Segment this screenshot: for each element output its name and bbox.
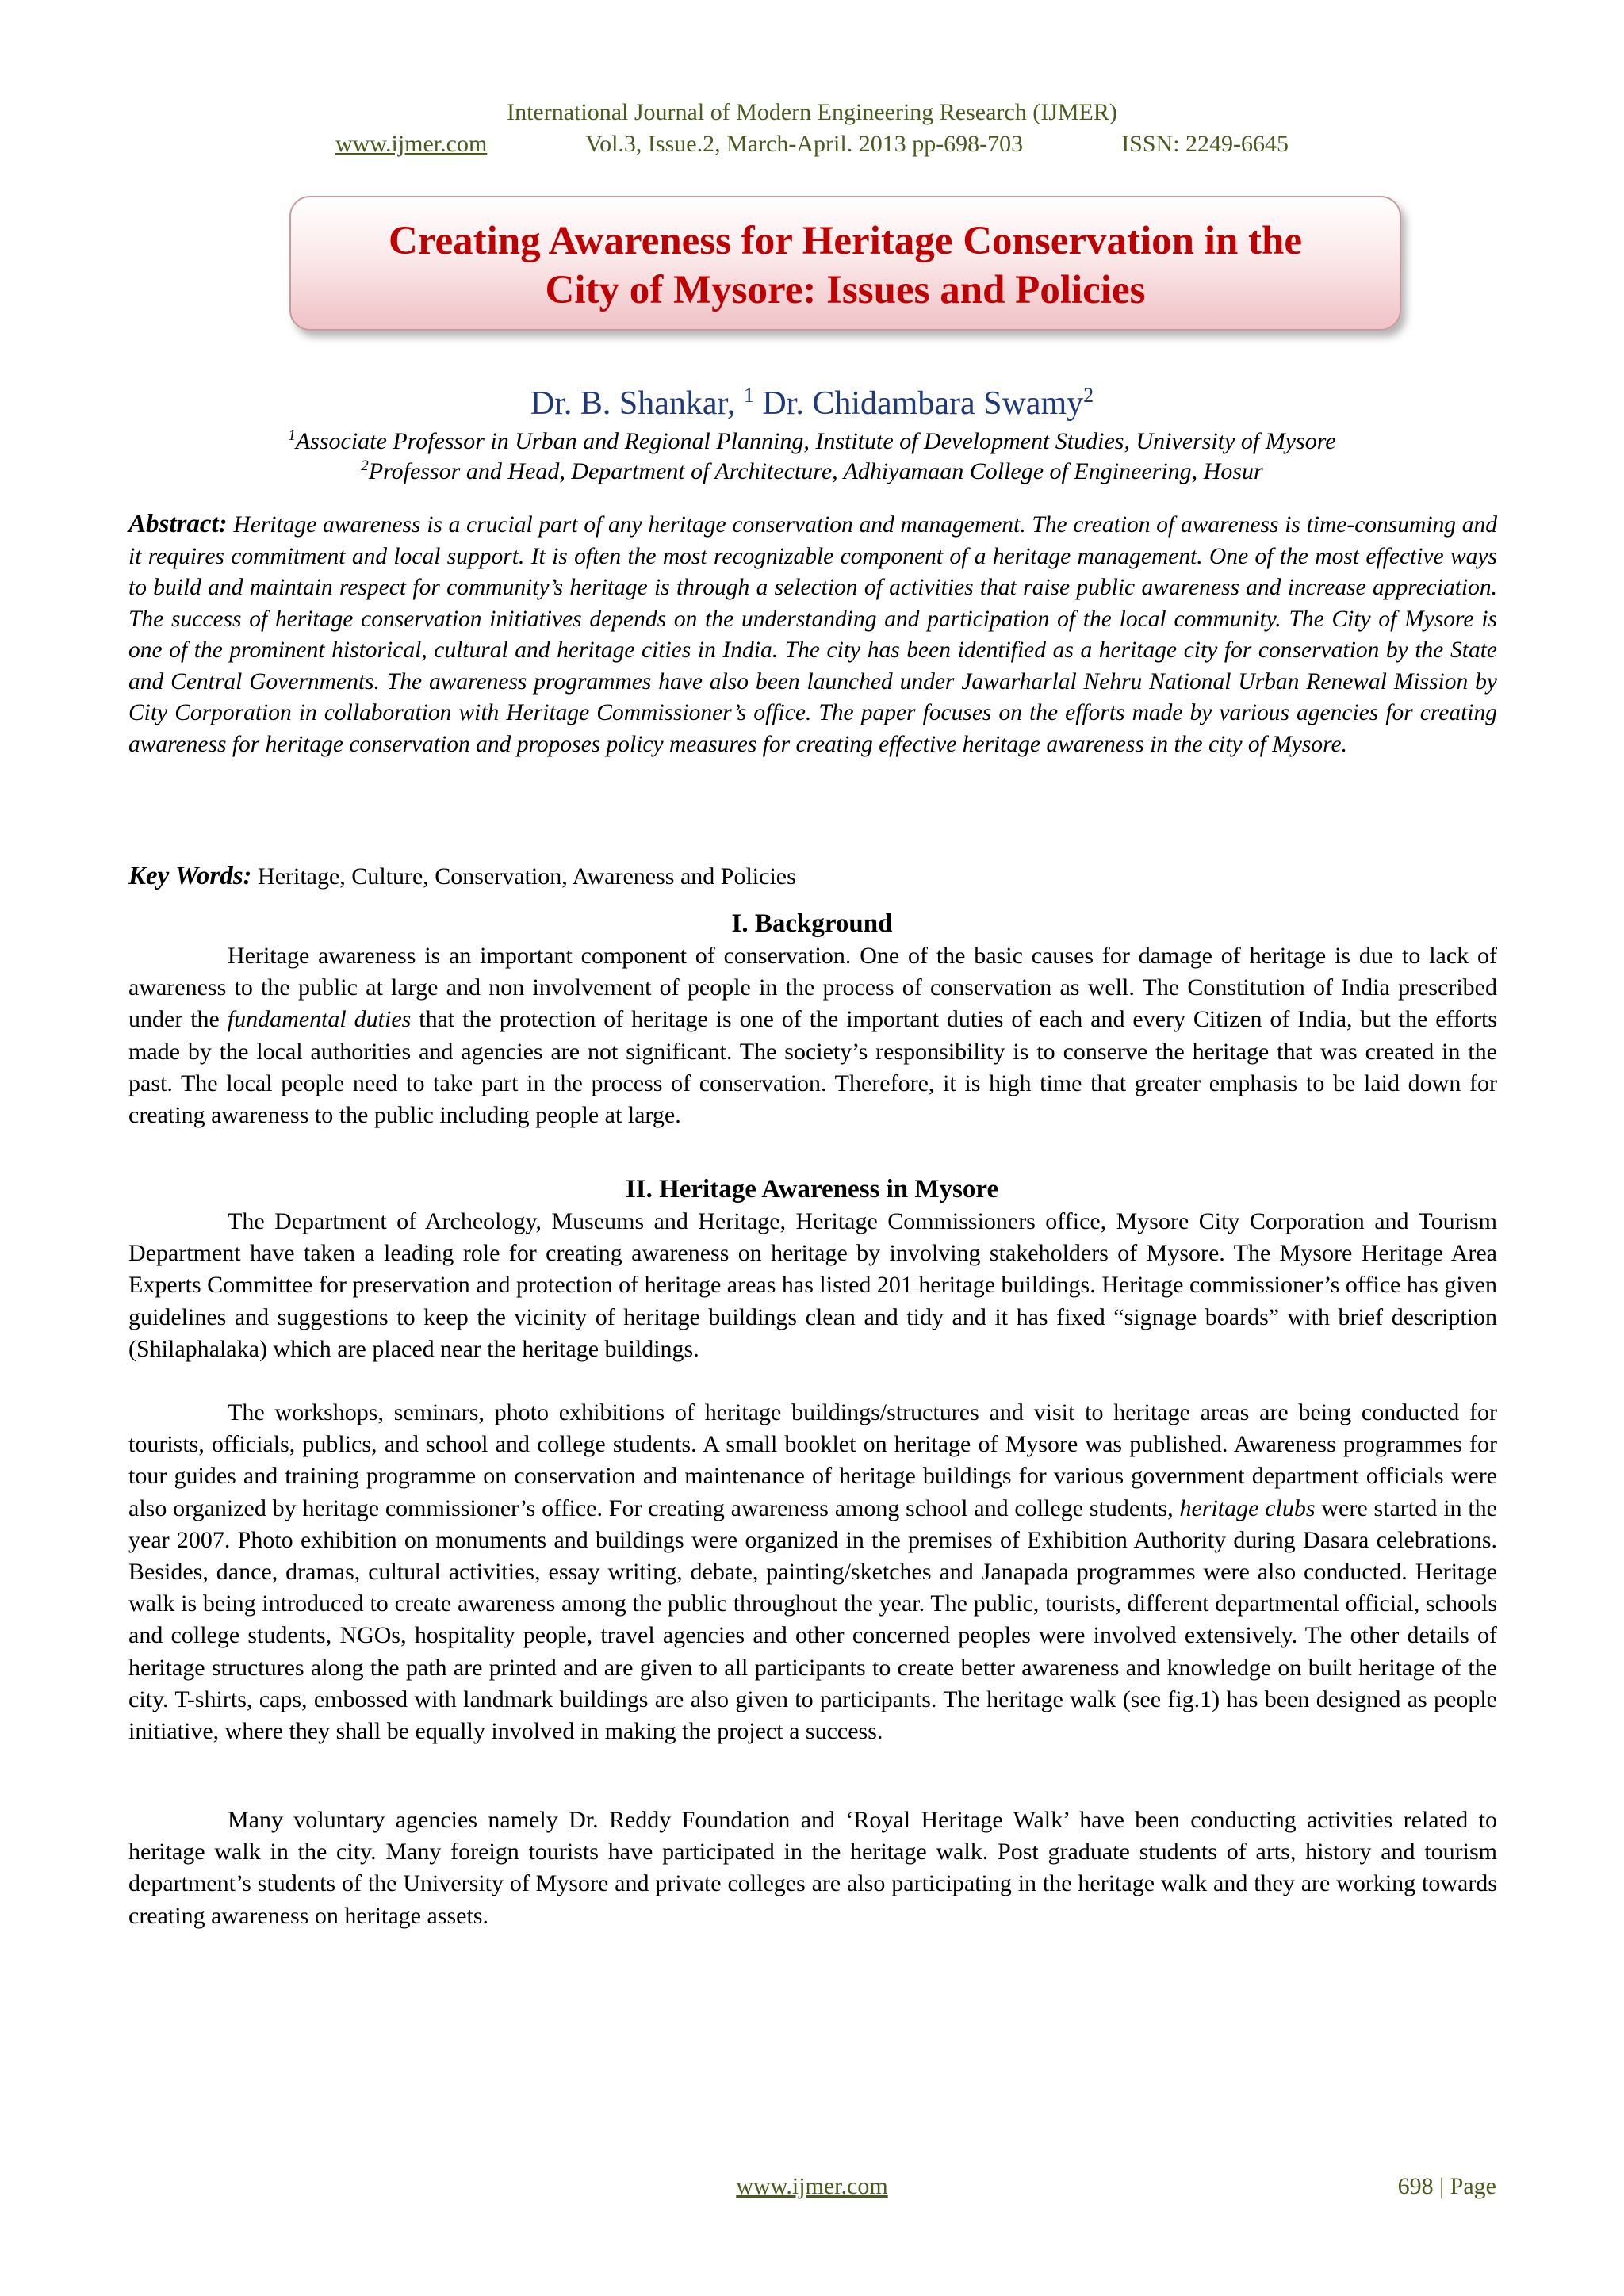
abstract <box>128 509 1497 760</box>
paragraph <box>128 1397 1497 1747</box>
keywords <box>128 861 1497 892</box>
keywords-label: Key Words: <box>128 862 252 890</box>
paragraph-italic-term: fundamental duties <box>227 1006 412 1033</box>
title-box <box>289 196 1401 331</box>
journal-info-line <box>0 130 1624 159</box>
author-1-mark: 1 <box>743 384 754 407</box>
paragraph: Many voluntary agencies namely Dr. Reddy Foundation and ‘Royal Heritage Walk’ have been conducting activities related to heritage walk in the city. Many foreign tourists have participated in the heritage walk. Post graduate students of arts, history and tourism department’s students of the University of Mysore and private colleges are also participating in the heritage walk and they are working towards creating awareness on heritage assets. <box>128 1807 1497 1929</box>
author-1: Dr. B. Shankar, <box>530 385 736 422</box>
section-heading-heritage-awareness: II. Heritage Awareness in Mysore <box>625 1175 999 1203</box>
journal-website-link[interactable]: www.ijmer.com <box>335 131 488 157</box>
section-heading-background: I. Background <box>731 909 893 938</box>
affiliation-1-mark: 1 <box>288 427 296 444</box>
affiliation-2-mark: 2 <box>361 457 369 474</box>
affiliation-2-text: Professor and Head, Department of Architecture, Adhiyamaan College of Engineering, Hosur <box>368 458 1263 484</box>
abstract-label: Abstract: <box>128 510 228 538</box>
paper-title <box>291 216 1400 315</box>
affiliation-2 <box>0 452 1624 486</box>
affiliation-1 <box>0 422 1624 456</box>
paragraph-text: Heritage awareness is an important component of conservation. One of the basic causes for damage of heritage is due to lack of awareness to the public at large and non involvement of people in the process of conservation as well. The Constitution of India prescribed under the <box>128 943 1497 1033</box>
journal-name: International Journal of Modern Engineering Research (IJMER) <box>507 99 1117 125</box>
paragraph-italic-term: heritage clubs <box>1179 1494 1316 1521</box>
paragraph: The Department of Archeology, Museums and Heritage, Heritage Commissioners office, Mysore City Corporation and Tourism Department have taken a leading role for creating awareness on heritage by involving stakeholders of Mysore. The Mysore Heritage Area Experts Committee for preservation and protection of heritage areas has listed 201 heritage buildings. Heritage commissioner’s office has given guidelines and suggestions to keep the vicinity of heritage buildings clean and tidy and it has fixed “signage boards” with brief description (Shilaphalaka) which are placed near the heritage buildings. <box>128 1208 1497 1362</box>
title-line-2: City of Mysore: Issues and Policies <box>545 268 1146 312</box>
paragraph-text: were started in the year 2007. Photo exhibition on monuments and buildings were organized in the premises of Exhibition Authority during Dasara celebrations. Besides, dance, dramas, cultural activities, essay writing, debate, painting/sketches and Janapada programmes were also conducted. Heritage walk is being introduced to create awareness among the public throughout the year. The public, tourists, different departmental official, schools and college students, NGOs, hospitality people, travel agencies and other concerned peoples were involved extensively. The other details of heritage structures along the path are printed and are given to all participants to create better awareness and knowledge on built heritage of the city. T-shirts, caps, embossed with landmark buildings are also given to participants. The heritage walk (see fig.1) has been designed as people initiative, where they shall be equally involved in making the project a success. <box>128 1494 1497 1745</box>
authors <box>0 376 1624 423</box>
author-2-mark: 2 <box>1083 384 1094 407</box>
footer-website-link[interactable]: www.ijmer.com <box>736 2173 888 2199</box>
author-2: Dr. Chidambara Swamy <box>762 385 1084 422</box>
title-line-1: Creating Awareness for Heritage Conservation in the <box>388 219 1303 263</box>
paragraph-text: The workshops, seminars, photo exhibitions of heritage buildings/structures and visit to heritage areas are being conducted for tourists, officials, publics, and school and college students. A small booklet on heritage of Mysore was published. Awareness programmes for tour guides and training programme on conservation and maintenance of heritage buildings for various government department officials were also organized by heritage commissioner’s office. For creating awareness among school and college students, <box>128 1399 1497 1521</box>
affiliation-1-text: Associate Professor in Urban and Regional Planning, Institute of Development Studies, University of Mysore <box>295 428 1336 454</box>
keywords-text: Heritage, Culture, Conservation, Awareness and Policies <box>258 863 796 890</box>
issn: ISSN: 2249-6645 <box>1121 131 1289 157</box>
paragraph <box>128 940 1497 1131</box>
page-number: 698 | Page <box>1397 2173 1496 2199</box>
paragraph-text: that the protection of heritage is one of the important duties of each and every Citizen of India, but the efforts made by the local authorities and agencies are not significant. The society’s responsibility is to conserve the heritage that was created in the past. The local people need to take part in the process of conservation. Therefore, it is high time that greater emphasis to be laid down for creating awareness to the public including people at large. <box>128 1006 1497 1129</box>
volume-info: Vol.3, Issue.2, March-April. 2013 pp-698-703 <box>585 131 1024 157</box>
abstract-text: Heritage awareness is a crucial part of any heritage conservation and management. The creation of awareness is time-consuming and it requires commitment and local support. It is often the most recognizable component of a heritage management. One of the most effective ways to build and maintain respect for community’s heritage is through a selection of activities that raise public awareness and increase appreciation. The success of heritage conservation initiatives depends on the understanding and participation of the local community. The City of Mysore is one of the prominent historical, cultural and heritage cities in India. The city has been identified as a heritage city for conservation by the State and Central Governments. The awareness programmes have also been launched under Jawarharlal Nehru National Urban Renewal Mission by City Corporation in collaboration with Heritage Commissioner’s office. The paper focuses on the efforts made by various agencies for creating awareness for heritage conservation and proposes policy measures for creating effective heritage awareness in the city of Mysore. <box>128 512 1498 757</box>
